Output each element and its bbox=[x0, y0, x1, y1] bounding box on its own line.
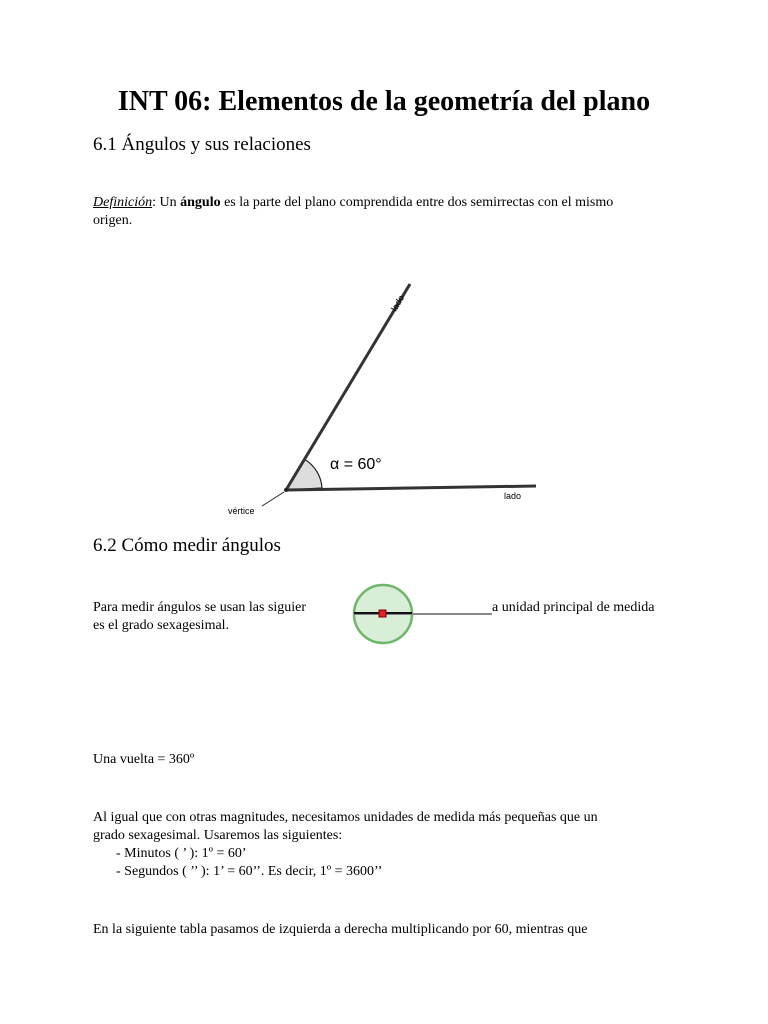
units-paragraph-line-2: grado sexagesimal. Usaremos las siguientes: bbox=[93, 828, 343, 843]
angle-arc bbox=[286, 459, 322, 490]
definition-text-pre: Un bbox=[156, 195, 181, 210]
definition-line-2: origen. bbox=[93, 213, 133, 228]
measure-paragraph-left: Para medir ángulos se usan las siguier bbox=[93, 600, 307, 615]
full-turn-text: Una vuelta = 360º bbox=[93, 752, 195, 767]
full-turn-figure bbox=[348, 580, 498, 650]
page-title: INT 06: Elementos de la geometría del plano bbox=[117, 86, 651, 117]
definition-term: Definición bbox=[93, 195, 153, 210]
definition-keyword: ángulo bbox=[180, 195, 221, 210]
vertex-point bbox=[284, 488, 288, 492]
upper-side-label: lado bbox=[389, 293, 407, 313]
center-point bbox=[379, 610, 386, 617]
definition-text-post: es la parte del plano comprendida entre dos semirrectas con el mismo bbox=[220, 195, 614, 210]
lower-side-label: lado bbox=[504, 491, 522, 501]
units-paragraph-line-1: Al igual que con otras magnitudes, necesitamos unidades de medida más pequeñas que un bbox=[93, 810, 598, 825]
table-intro-paragraph: En la siguiente tabla pasamos de izquierda a derecha multiplicando por 60, mientras que bbox=[93, 922, 588, 937]
section-heading-angles: 6.1 Ángulos y sus relaciones bbox=[93, 134, 311, 155]
vertex-label: vértice bbox=[228, 506, 255, 516]
angle-value-label: α = 60° bbox=[330, 456, 382, 473]
definition-colon: : bbox=[152, 195, 156, 210]
ray-lower bbox=[286, 486, 536, 490]
measure-paragraph-line-2: es el grado sexagesimal. bbox=[93, 618, 230, 633]
section-heading-measure: 6.2 Cómo medir ángulos bbox=[93, 535, 281, 556]
measure-paragraph-right: a unidad principal de medida bbox=[492, 600, 655, 615]
bullet-seconds: - Segundos ( ’’ ): 1’ = 60’’. Es decir, 1º = 3600’’ bbox=[116, 864, 383, 879]
vertex-pointer bbox=[262, 492, 284, 506]
bullet-minutes: - Minutos ( ’ ): 1º = 60’ bbox=[116, 846, 247, 861]
